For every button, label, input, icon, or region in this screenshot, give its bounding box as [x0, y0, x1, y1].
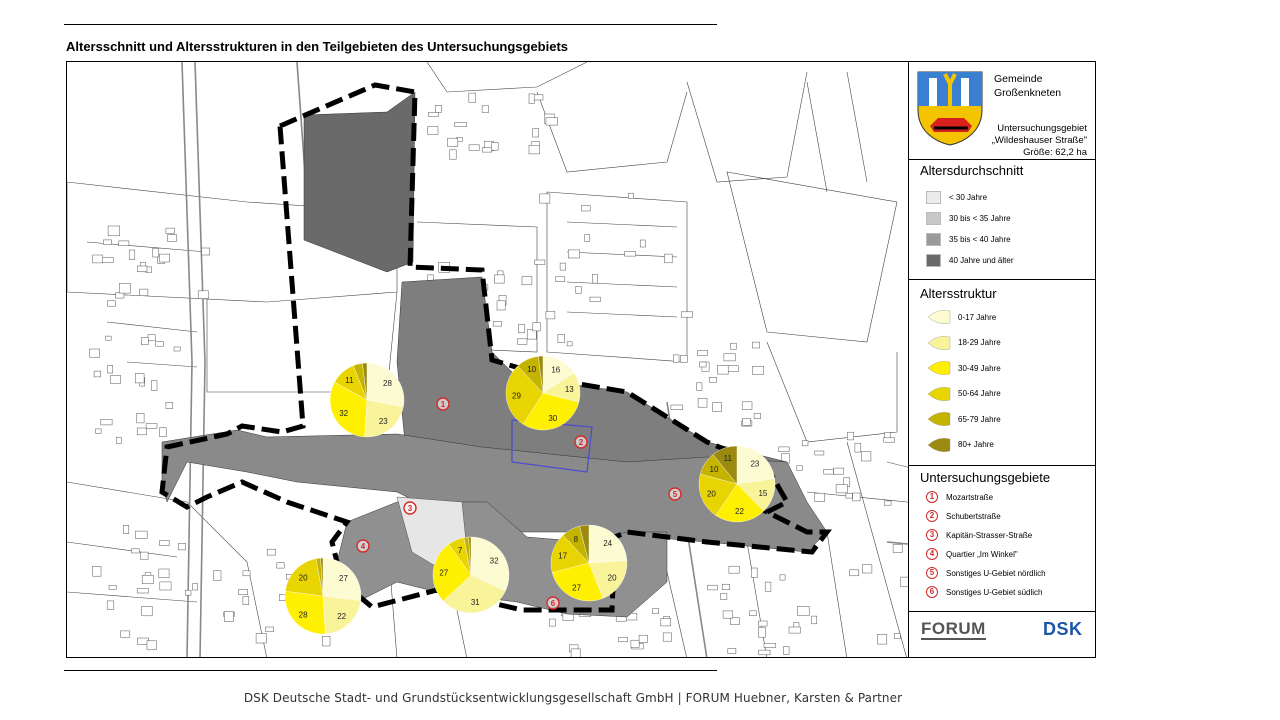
building	[256, 634, 266, 644]
pie-label: 22	[735, 507, 744, 517]
building	[119, 241, 129, 246]
building	[166, 402, 173, 408]
legend-area-item	[926, 585, 1043, 599]
legend-avg-swatch	[926, 233, 941, 246]
building	[116, 437, 121, 443]
area-marker-4	[357, 540, 369, 552]
building	[546, 311, 555, 319]
legend-area-item	[926, 509, 1001, 523]
legend-avg-swatch	[926, 191, 941, 204]
pie-north	[506, 356, 580, 430]
building	[140, 552, 148, 559]
legend-struct-section	[909, 279, 1095, 465]
building	[151, 381, 157, 391]
legend-struct-title: Altersstruktur	[920, 286, 997, 301]
building	[224, 612, 233, 622]
legend-area-item	[926, 490, 993, 504]
building	[540, 194, 550, 203]
building	[142, 575, 153, 583]
building	[491, 143, 498, 151]
building	[639, 635, 648, 642]
building	[277, 563, 284, 568]
pie-east	[699, 446, 775, 522]
building	[619, 637, 628, 641]
building	[576, 287, 582, 294]
building	[107, 601, 114, 609]
building	[159, 254, 169, 262]
building	[631, 640, 639, 647]
building	[699, 362, 706, 367]
dsk-logo: DSK	[1043, 619, 1083, 639]
legend-area-label: Sonstiges U-Gebiet südlich	[946, 587, 1043, 597]
building	[884, 438, 895, 442]
area-marker-5	[669, 488, 681, 500]
building	[698, 398, 707, 407]
area-info-line-2: „Wildeshauser Straße"	[991, 135, 1087, 146]
building	[518, 324, 524, 332]
building	[121, 631, 130, 637]
building	[861, 452, 871, 462]
building	[137, 588, 148, 593]
building	[846, 493, 853, 498]
legend-area-label: Sonstiges U-Gebiet nördlich	[946, 568, 1046, 578]
building	[824, 470, 834, 475]
legend-avg-title: Altersdurchschnitt	[920, 163, 1024, 178]
building	[815, 493, 825, 501]
legend-area-number: 2	[926, 510, 938, 522]
building	[137, 413, 144, 423]
legend-area-label: Mozartstraße	[946, 492, 994, 502]
building	[482, 106, 489, 113]
building	[847, 432, 853, 440]
building	[750, 611, 757, 616]
building	[266, 627, 274, 632]
building	[723, 611, 733, 618]
building	[109, 585, 116, 589]
area-marker-label: 4	[360, 542, 366, 551]
legend-areas-title: Untersuchungsgebiete	[920, 470, 1051, 485]
building	[698, 350, 708, 355]
area-marker-label: 1	[440, 400, 446, 409]
building	[202, 248, 210, 255]
pie-label: 10	[527, 364, 537, 374]
building	[132, 549, 140, 553]
building	[160, 541, 170, 546]
pie-label: 31	[470, 598, 480, 607]
pie-label: 28	[298, 610, 308, 620]
building	[160, 428, 167, 437]
building	[94, 371, 101, 377]
pie-label: 23	[378, 417, 388, 426]
legend-areas-section	[909, 465, 1095, 612]
legend-avg-item	[926, 190, 987, 204]
municipality-line-2: Großenkneten	[994, 87, 1062, 99]
pie-label: 16	[551, 365, 561, 375]
building	[894, 633, 900, 638]
building	[728, 366, 739, 372]
building	[533, 129, 539, 138]
building	[108, 226, 120, 236]
building	[560, 263, 566, 270]
building	[877, 634, 887, 644]
legend-area-item	[926, 566, 1046, 580]
pie-label: 11	[723, 454, 732, 464]
building	[759, 650, 770, 655]
bottom-rule	[64, 670, 717, 671]
building	[752, 366, 763, 374]
building	[590, 297, 600, 302]
building	[198, 291, 208, 299]
building	[482, 148, 492, 152]
pie-south	[551, 525, 627, 601]
legend-struct-item	[926, 438, 994, 452]
legend-avg-label: 40 Jahre und älter	[949, 255, 1014, 265]
building	[522, 277, 532, 285]
legend-struct-wedge	[926, 438, 952, 452]
building	[753, 342, 760, 348]
pie-label: 22	[337, 611, 347, 621]
building	[135, 531, 147, 538]
building	[135, 374, 144, 383]
building	[469, 145, 479, 151]
legend-struct-item	[926, 310, 996, 324]
building	[752, 568, 758, 578]
pie-label: 28	[383, 379, 392, 388]
building	[797, 466, 803, 471]
building	[850, 570, 859, 576]
legend-struct-wedge	[926, 310, 952, 324]
building	[663, 633, 671, 641]
building	[780, 575, 785, 580]
building	[279, 594, 285, 600]
building	[493, 322, 501, 327]
building	[103, 240, 111, 245]
building	[671, 405, 683, 410]
area-marker-6	[547, 597, 559, 609]
building	[713, 403, 722, 412]
pie-label: 30	[548, 413, 558, 423]
pie-label: 20	[298, 573, 308, 583]
building	[582, 206, 591, 211]
building	[721, 594, 727, 600]
area-marker-label: 6	[550, 599, 556, 608]
pie-label: 27	[572, 583, 582, 593]
building	[137, 266, 147, 272]
building	[243, 571, 250, 576]
forum-logo: FORUM	[921, 619, 986, 638]
building	[160, 582, 171, 590]
building	[96, 429, 102, 433]
building	[731, 618, 740, 625]
legend-area-item	[926, 547, 1018, 561]
building	[640, 240, 645, 247]
pie-label: 27	[439, 568, 449, 578]
pie-label: 24	[603, 539, 613, 549]
building	[709, 377, 717, 382]
legend-area-number: 1	[926, 491, 938, 503]
building	[789, 627, 800, 633]
building	[469, 93, 476, 102]
building	[148, 335, 155, 341]
building	[722, 584, 730, 590]
building	[855, 443, 861, 452]
building	[812, 616, 817, 624]
building	[585, 235, 590, 242]
legend-avg-label: 30 bis < 35 Jahre	[949, 213, 1011, 223]
legend-avg-swatch	[926, 254, 941, 267]
building	[697, 383, 703, 391]
building	[556, 277, 565, 282]
building	[625, 252, 636, 257]
building	[798, 606, 810, 615]
area-marker-1	[437, 398, 449, 410]
building	[836, 485, 847, 493]
building	[535, 260, 545, 264]
building	[108, 365, 113, 373]
building	[101, 419, 112, 425]
building	[116, 293, 124, 298]
building	[153, 248, 159, 257]
building	[743, 418, 751, 425]
pie-label: 13	[564, 384, 574, 394]
building	[729, 566, 739, 573]
building	[665, 254, 673, 263]
legend-struct-label: 0-17 Jahre	[958, 312, 997, 322]
area-info-line-1: Untersuchungsgebiet	[997, 123, 1087, 134]
building	[448, 138, 458, 146]
building	[140, 289, 148, 296]
building	[533, 323, 541, 331]
building	[592, 274, 597, 283]
building	[322, 636, 330, 646]
area-marker-3	[404, 502, 416, 514]
pie-label: 32	[489, 556, 499, 566]
building	[529, 94, 534, 104]
area-marker-2	[575, 436, 587, 448]
building	[802, 441, 808, 446]
legend-struct-wedge	[926, 412, 952, 426]
pie-label: 17	[558, 551, 568, 561]
pie-label: 23	[750, 459, 760, 469]
legend-avg-swatch	[926, 212, 941, 225]
building	[239, 589, 248, 594]
building	[90, 349, 100, 357]
legend-avg-label: < 30 Jahre	[949, 192, 988, 202]
area-marker-label: 5	[672, 490, 678, 499]
building	[567, 342, 572, 346]
legend-avg-item	[926, 253, 1014, 267]
legend-area-number: 6	[926, 586, 938, 598]
building	[754, 414, 761, 419]
pie-label: 20	[706, 489, 716, 499]
pie-label: 11	[345, 376, 354, 385]
building	[119, 283, 130, 293]
building	[533, 95, 543, 100]
pie-label: 29	[512, 391, 521, 401]
legend-area-label: Kapitän-Strasser-Straße	[946, 530, 1033, 540]
legend-struct-item	[926, 387, 1001, 401]
pie-label: 10	[709, 465, 719, 475]
building	[529, 145, 540, 154]
municipality-line-1: Gemeinde	[994, 73, 1043, 85]
legend-struct-label: 50-64 Jahre	[958, 389, 1001, 398]
coat-of-arms-icon	[916, 70, 984, 146]
building	[146, 423, 157, 428]
building	[730, 343, 736, 349]
building	[765, 582, 771, 591]
building	[166, 228, 175, 233]
legend-struct-label: 80+ Jahre	[958, 440, 994, 449]
building	[137, 428, 146, 435]
building	[549, 619, 555, 626]
legend-struct-label: 18-29 Jahre	[958, 338, 1001, 347]
building	[174, 347, 180, 351]
building	[450, 150, 457, 159]
area-marker-label: 2	[578, 438, 584, 447]
building	[681, 312, 693, 317]
building	[742, 402, 752, 410]
building	[93, 566, 101, 576]
legend-area-label: Schubertstraße	[946, 511, 1001, 521]
building	[102, 258, 114, 263]
study-area-info	[992, 123, 1087, 159]
building	[680, 355, 687, 362]
legend-struct-wedge	[926, 361, 952, 375]
building	[156, 342, 164, 347]
legend-avg-label: 35 bis < 40 Jahre	[949, 234, 1011, 244]
building	[568, 250, 579, 258]
building	[147, 641, 156, 650]
pie-label: 15	[758, 488, 768, 498]
building	[93, 255, 103, 263]
building	[455, 123, 467, 127]
legend-struct-wedge	[926, 387, 952, 401]
building	[494, 275, 504, 283]
building	[141, 338, 148, 345]
legend-struct-item	[926, 412, 1001, 426]
building	[129, 250, 135, 260]
legend-avg-section	[909, 159, 1095, 279]
building	[708, 585, 718, 590]
building	[558, 334, 565, 342]
building	[168, 235, 177, 242]
area-marker-label: 3	[407, 504, 413, 513]
building	[758, 627, 765, 637]
building	[243, 596, 249, 604]
building	[653, 609, 659, 614]
legend-area-item	[926, 528, 1032, 542]
building	[834, 468, 844, 474]
legend-avg-item	[926, 211, 1011, 225]
pie-kapitaen	[433, 537, 509, 613]
legend-struct-label: 30-49 Jahre	[958, 363, 1001, 373]
building	[628, 193, 633, 198]
footer: DSK Deutsche Stadt- und Grundstücksentwicklungsgesellschaft GmbH | FORUM Huebner, Karsten & Partner	[243, 691, 903, 705]
building	[673, 355, 679, 363]
pie-label: 32	[339, 408, 349, 418]
legend-area-number: 5	[926, 567, 938, 579]
building	[185, 590, 191, 595]
pie-label: 7	[457, 545, 463, 555]
area-info-size: Größe: 62,2 ha	[1023, 147, 1087, 158]
building	[123, 525, 128, 533]
building	[142, 606, 153, 616]
legend-struct-wedge	[926, 336, 952, 350]
building	[518, 339, 527, 345]
building	[214, 571, 221, 581]
legend-avg-item	[926, 232, 1011, 246]
page-title: Altersschnitt und Altersstrukturen in den Teilgebieten des Untersuchungsgebiets	[66, 39, 569, 54]
building	[853, 493, 861, 501]
legend-struct-item	[926, 361, 1001, 375]
building	[436, 105, 442, 112]
municipality-name	[994, 72, 1061, 100]
pie-winkel	[285, 558, 361, 634]
pie-label: 27	[339, 573, 348, 583]
legend-area-label: Quartier „Im Winkel"	[946, 549, 1018, 559]
building	[193, 584, 198, 590]
building	[428, 112, 438, 116]
building	[764, 643, 776, 647]
legend-struct-label: 65-79 Jahre	[958, 414, 1001, 424]
building	[107, 301, 115, 306]
building	[546, 118, 558, 126]
building	[111, 375, 121, 383]
pie-label: 20	[607, 573, 617, 583]
pie-mozart	[330, 363, 404, 437]
building	[759, 621, 768, 626]
building	[884, 501, 891, 505]
zone-north-40plus	[304, 92, 415, 272]
building	[784, 647, 790, 655]
building	[661, 619, 671, 626]
building	[862, 565, 872, 573]
building	[815, 451, 824, 455]
building	[267, 549, 275, 555]
building	[718, 366, 729, 375]
building	[159, 569, 169, 578]
building	[178, 543, 185, 550]
building	[106, 336, 112, 340]
legend-area-number: 3	[926, 529, 938, 541]
pie-label: 8	[573, 535, 579, 544]
building	[571, 649, 580, 658]
building	[724, 354, 735, 361]
building	[779, 447, 790, 452]
legend-area-number: 4	[926, 548, 938, 560]
building	[497, 301, 505, 310]
top-rule	[64, 24, 717, 25]
legend-panel	[908, 61, 1096, 658]
building	[728, 649, 736, 654]
building	[428, 127, 438, 135]
legend-struct-item	[926, 336, 1001, 350]
building	[893, 545, 902, 553]
